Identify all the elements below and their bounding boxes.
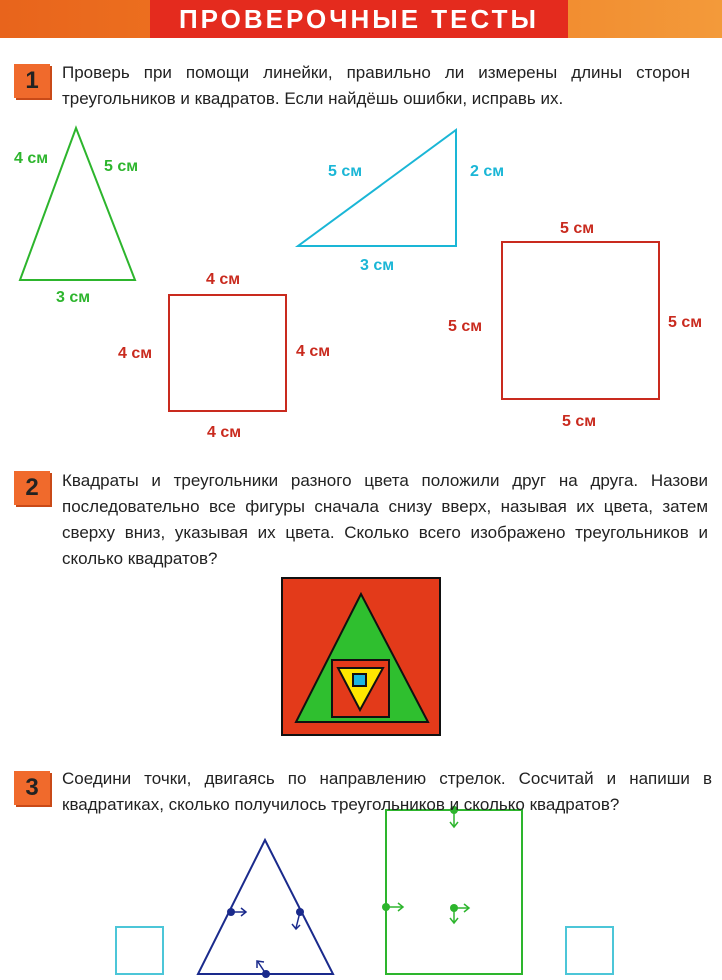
green-triangle-right-label: 5 см [104,158,139,175]
big-square-top-label: 5 см [560,220,595,237]
blue-square-small [353,674,366,686]
task-3-text: Соедини точки, двигаясь по направлению стрелок. Сосчитай и напиши в квадратиках, сколько получилось треугольников и сколько квадратов? [62,769,712,814]
blue-triangle [298,130,456,246]
dotted-triangle [198,840,333,978]
big-square-bottom-label: 5 см [562,413,597,430]
task-3-number: 3 [14,771,50,805]
page-title: ПРОВЕРОЧНЫЕ ТЕСТЫ [150,0,568,38]
small-square-top-label: 4 см [206,271,241,288]
small-square-bottom-label: 4 см [207,424,242,441]
small-square [169,295,286,411]
dotted-square [382,806,522,974]
small-square-right-label: 4 см [296,343,331,360]
navy-triangle [198,840,333,974]
blue-triangle-hyp-label: 5 см [328,163,363,180]
small-square-left-label: 4 см [118,345,153,362]
green-triangle-bottom-label: 3 см [56,289,91,306]
big-square-right-label: 5 см [668,314,703,331]
green-square [386,810,522,974]
triangle-arrow-bottom [258,962,266,974]
green-triangle-left-label: 4 см [14,150,49,167]
answer-box-squares[interactable] [566,927,613,974]
answer-box-triangles[interactable] [116,927,163,974]
task-1-number: 1 [14,64,50,98]
task-1-text: Проверь при помощи линейки, правильно ли измерены длины сторон треугольников и квадратов. Если найдёшь ошибки, исправь их. [62,63,690,108]
task-2-text: Квадраты и треугольники разного цвета положили друг на друга. Назови последовательно все фигуры сначала снизу вверх, называя их цвета, затем сверху вниз, указывая их цвета. Сколько всего изображено треугольников и сколько квадратов? [62,471,708,568]
blue-triangle-vertical-label: 2 см [470,163,505,180]
nested-shapes-figure [282,578,440,735]
big-square-left-label: 5 см [448,318,483,335]
big-square [502,242,659,399]
blue-triangle-bottom-label: 3 см [360,257,395,274]
task-2-number: 2 [14,471,50,505]
